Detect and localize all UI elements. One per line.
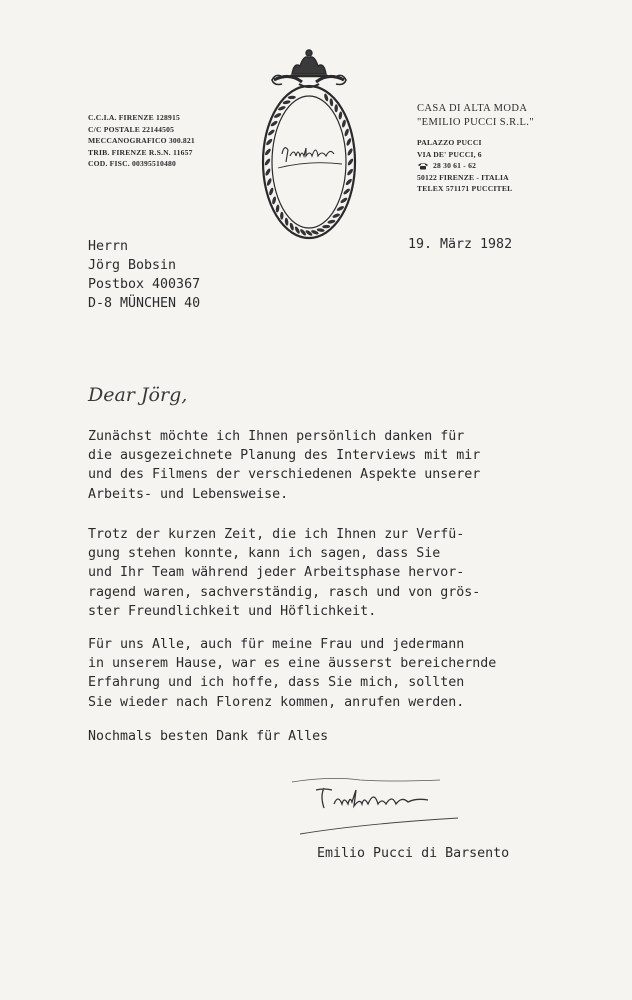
phone-number: 28 30 61 - 62 (433, 161, 477, 170)
laurel-leaf (271, 196, 276, 205)
laurel-leaf (322, 225, 330, 229)
body-line: in unserem Hause, war es eine äusserst bereichernde (88, 656, 497, 672)
body-line: Sie wieder nach Florenz kommen, anrufen werden. (88, 694, 465, 710)
body-paragraph (88, 635, 558, 712)
recipient-line: Jörg Bobsin (88, 258, 177, 273)
laurel-leaf (294, 226, 301, 235)
body-line: Nochmals besten Dank für Alles (88, 729, 329, 744)
registry-line: TRIB. FIRENZE R.S.N. 11657 (88, 147, 193, 157)
laurel-leaf (338, 111, 342, 119)
body-line: und Ihr Team während jeder Arbeitsphase hervor- (88, 565, 465, 581)
body-line: gung stehen konnte, kann ich sagen, dass Sie (88, 546, 441, 562)
laurel-leaf (299, 228, 307, 236)
laurel-leaf (284, 218, 288, 226)
recipient-address (88, 237, 200, 313)
body-line: Für uns Alle, auch für meine Frau und jedermann (88, 637, 465, 652)
logo-signature-text: Emilio Pucci (309, 150, 317, 151)
laurel-leaf (344, 128, 350, 137)
body-line: und des Filmens der verschiedenen Aspekte unserer (88, 467, 481, 483)
phone-line (417, 160, 534, 172)
recipient-line: D-8 MÜNCHEN 40 (88, 296, 201, 311)
registry-line: MECCANOGRAFICO 300.821 (88, 136, 195, 145)
body-paragraph (88, 727, 558, 746)
laurel-leaf (268, 187, 274, 196)
registry-line: COD. FISC. 00395510480 (88, 159, 176, 168)
registry-line: C.C.I.A. FIRENZE 128915 (88, 113, 180, 122)
laurel-leaf (347, 148, 354, 157)
laurel-leaf (341, 119, 346, 128)
laurel-leaf (264, 168, 271, 177)
body-line: Trotz der kurzen Zeit, die ich Ihnen zur Verfü- (88, 527, 465, 542)
laurel-leaf (282, 100, 291, 105)
laurel-leaf (267, 129, 275, 137)
laurel-leaf (288, 95, 296, 99)
laurel-leaf (265, 138, 273, 146)
house-name-line: CASA DI ALTA MODA (417, 103, 528, 114)
laurel-leaf (266, 178, 272, 187)
handwritten-signature (290, 768, 460, 848)
registry-line: C/C POSTALE 22144505 (88, 124, 175, 134)
laurel-leaf (327, 219, 336, 224)
body-line: Erfahrung und ich hoffe, dass Sie mich, sollten (88, 675, 465, 691)
recipient-line: Herrn (88, 239, 129, 254)
address-line: 50122 FIRENZE - ITALIA (417, 172, 509, 182)
laurel-leaf (316, 228, 324, 233)
body-line: die ausgezeichnete Planung des Interviews mit mir (88, 448, 481, 464)
laurel-leaf (280, 212, 284, 220)
salutation: Dear Jörg, (88, 384, 188, 406)
laurel-leaf (329, 98, 333, 106)
signer-name: Emilio Pucci di Barsento (317, 846, 510, 861)
body-line: ragend waren, sachverständig, rasch und von grös- (88, 584, 481, 600)
laurel-leaf (264, 148, 272, 156)
body-paragraph (88, 525, 558, 621)
house-block (417, 102, 534, 195)
body-paragraph (88, 427, 558, 504)
laurel-leaf (323, 93, 329, 102)
house-name-line: "EMILIO PUCCI S.R.L." (417, 117, 535, 128)
laurel-leaf (275, 204, 279, 212)
laurel-leaf (347, 158, 354, 167)
registry-block (88, 112, 195, 170)
body-line: Arbeits- und Lebensweise. (88, 486, 289, 502)
laurel-leaf (346, 138, 352, 147)
laurel-leaf (343, 188, 351, 196)
telephone-icon (417, 162, 429, 170)
laurel-leaf (334, 104, 338, 112)
address-line: PALAZZO PUCCI (417, 138, 482, 147)
address-line: TELEX 571171 PUCCITEL (417, 184, 513, 193)
signature-text: Emilio Pucci (370, 798, 378, 799)
body-line: ster Freundlichkeit und Höflichkeit. (88, 603, 377, 619)
recipient-line: Postbox 400367 (88, 277, 201, 292)
body-line: Zunächst möchte ich Ihnen persönlich danken für (88, 429, 465, 444)
laurel-leaf (345, 178, 353, 186)
laurel-leaf (346, 168, 354, 176)
letter-date: 19. März 1982 (408, 237, 513, 252)
crown-crest-icon (254, 44, 364, 244)
laurel-leaf (289, 222, 295, 231)
laurel-leaf (264, 158, 271, 167)
address-line: VIA DE' PUCCI, 6 (417, 149, 482, 159)
